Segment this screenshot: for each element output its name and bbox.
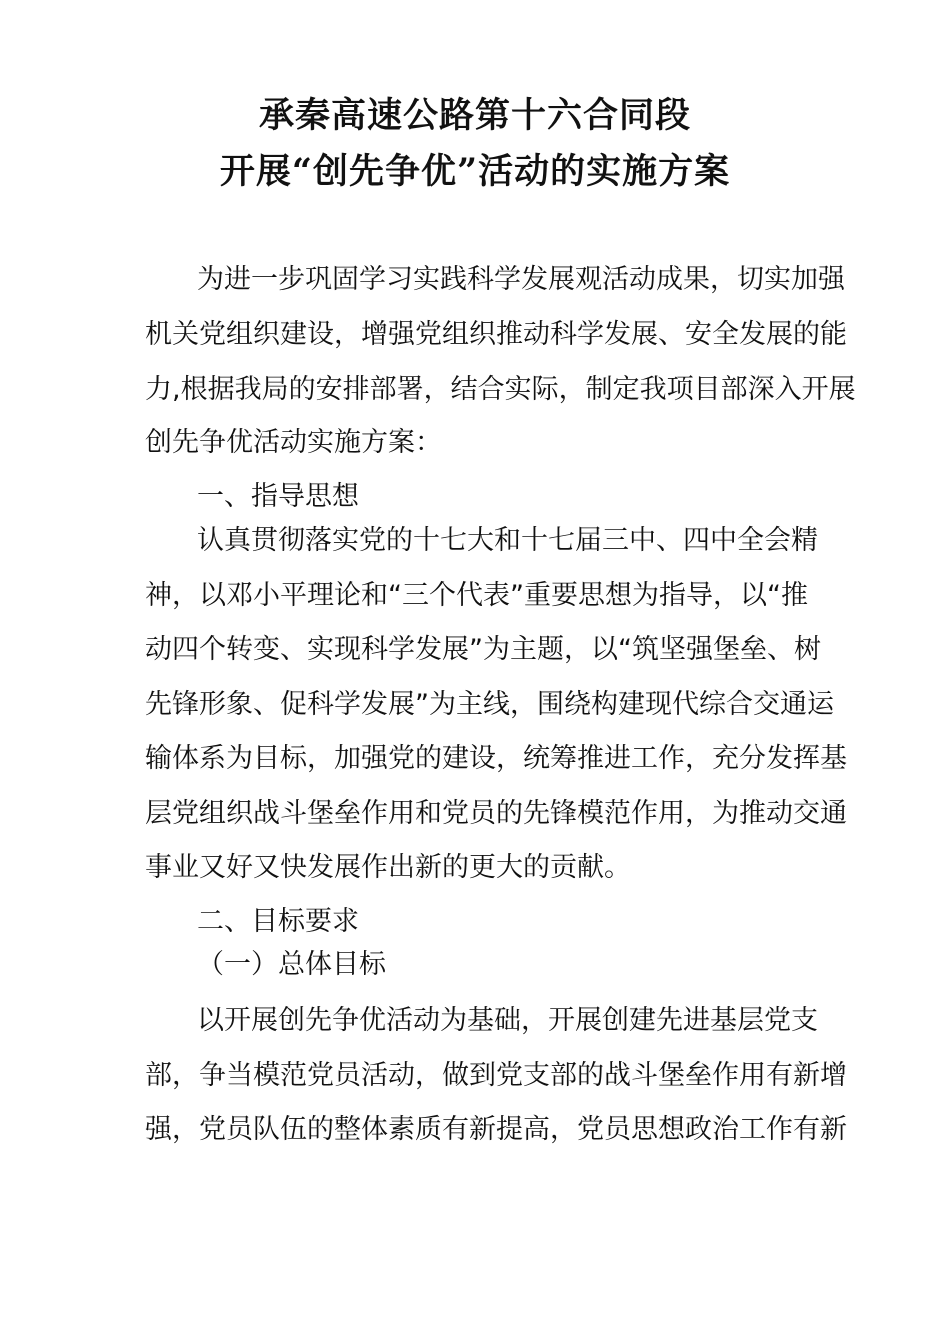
section2-line: 部，争当模范党员活动，做到党支部的战斗堡垒作用有新增: [145, 1060, 847, 1091]
section1-line: 先锋形象、促科学发展”为主线，围绕构建现代综合交通运: [145, 689, 834, 720]
section2-line: 强，党员队伍的整体素质有新提高，党员思想政治工作有新: [145, 1114, 847, 1145]
section1-line: 认真贯彻落实党的十七大和十七届三中、四中全会精: [197, 525, 818, 556]
section1-line: 输体系为目标，加强党的建设，统筹推进工作，充分发挥基: [145, 743, 847, 774]
section1-line: 神，以邓小平理论和“三个代表”重要思想为指导，以“推: [145, 580, 808, 611]
intro-line: 为进一步巩固学习实践科学发展观活动成果，切实加强: [197, 264, 845, 295]
section1-line: 层党组织战斗堡垒作用和党员的先锋模范作用，为推动交通: [145, 798, 847, 829]
section2-line: 以开展创先争优活动为基础，开展创建先进基层党支: [197, 1005, 818, 1036]
intro-line: 力,根据我局的安排部署，结合实际，制定我项目部深入开展: [145, 374, 856, 405]
subsection-heading-overall-goal: （一）总体目标: [197, 949, 386, 980]
section-heading-guiding-thought: 一、指导思想: [197, 481, 359, 512]
intro-line: 机关党组织建设，增强党组织推动科学发展、安全发展的能: [145, 319, 847, 350]
document-title-line-1: 承秦高速公路第十六合同段: [258, 95, 691, 136]
section-heading-goals: 二、目标要求: [197, 906, 359, 937]
section1-line: 动四个转变、实现科学发展”为主题，以“筑坚强堡垒、树: [145, 634, 821, 665]
intro-line: 创先争优活动实施方案：: [145, 427, 442, 458]
section1-line: 事业又好又快发展作出新的更大的贡献。: [145, 852, 631, 883]
document-title-line-2: 开展“创先争优”活动的实施方案: [219, 151, 731, 192]
